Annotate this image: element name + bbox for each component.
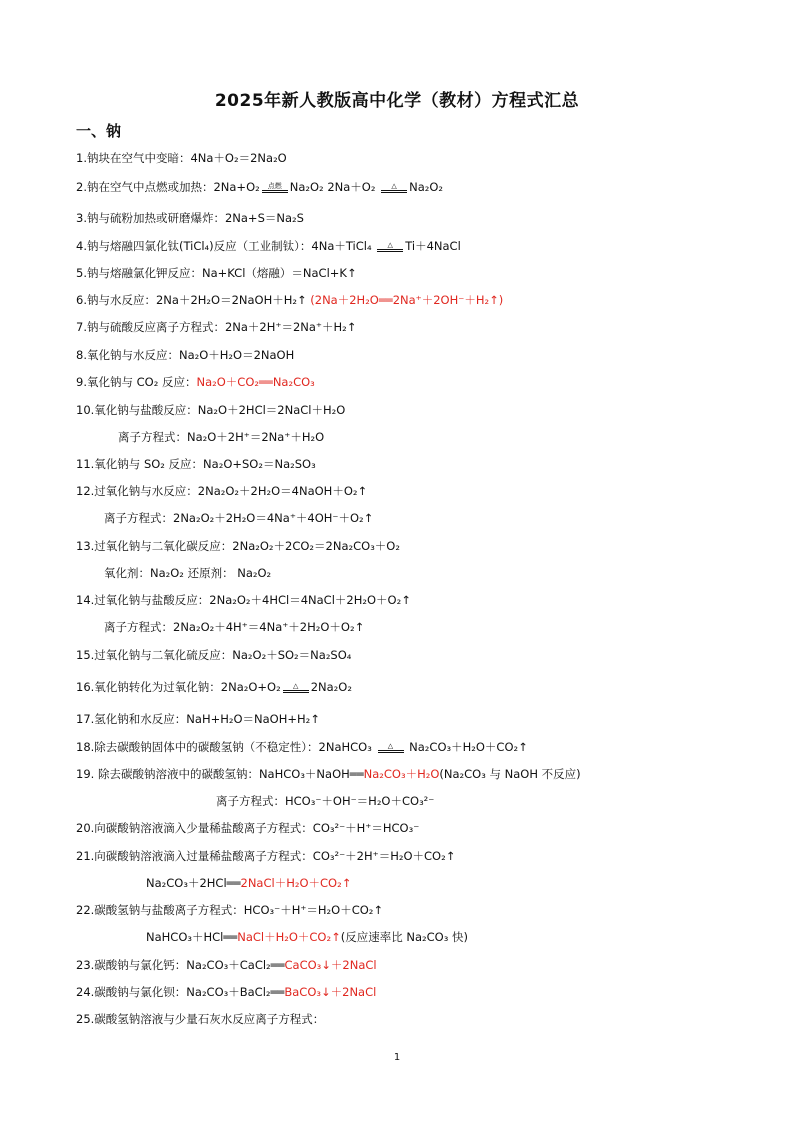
equation-line [104,619,364,635]
equation-line [76,957,377,973]
equation-text: 13.过氧化钠与二氧化碳反应：2Na₂O₂＋2CO₂＝2Na₂CO₃＋O₂ [76,539,400,553]
equation-text: 氧化剂：Na₂O₂ 还原剂： Na₂O₂ [104,566,272,580]
equation-text: (反应速率比 Na₂CO₃ 快) [340,930,468,944]
condition-mark: △ [293,681,299,690]
equation-text-highlight: NaCl＋H₂O＋CO₂↑ [237,930,341,944]
equation-text: 8.氧化钠与水反应：Na₂O＋H₂O＝2NaOH [76,348,295,362]
document-title: 2025年新人教版高中化学（教材）方程式汇总 [214,91,580,111]
equation-text: 12.过氧化钠与水反应：2Na₂O₂＋2H₂O＝4NaOH＋O₂↑ [76,484,368,498]
equation-line [146,875,351,891]
equation-text-highlight: (2Na＋2H₂O══2Na⁺＋2OH⁻＋H₂↑) [310,293,504,307]
page-number: 1 [393,1052,401,1063]
equation-text: 24.碳酸钠与氯化钡：Na₂CO₃＋BaCl₂══ [76,985,285,999]
equation-line [146,929,468,945]
equation-line [118,429,324,445]
equation-line [76,592,411,608]
equation-text: 离子方程式：Na₂O＋2H⁺＝2Na⁺＋H₂O [118,430,325,444]
equation-line [76,319,356,335]
equation-text: 15.过氧化钠与二氧化硫反应：Na₂O₂＋SO₂＝Na₂SO₄ [76,648,352,662]
equation-text: 2Na₂O₂ [310,680,352,694]
equation-text: 1.钠块在空气中变暗：4Na＋O₂＝2Na₂O [76,151,287,165]
equation-line [76,292,503,308]
equation-line [76,766,581,782]
equation-text: 20.向碳酸钠溶液滴入少量稀盐酸离子方程式：CO₃²⁻＋H⁺＝HCO₃⁻ [76,821,420,835]
equation-text: Na₂O₂ [409,180,444,194]
equation-line [76,456,316,472]
equation-line [76,150,287,166]
condition-mark: △ [387,240,393,249]
reaction-condition [375,242,405,252]
equation-text: 18.除去碳酸钠固体中的碳酸氢钠（不稳定性）：2NaHCO₃ [76,740,376,754]
equation-line [76,538,400,554]
reaction-condition [379,183,409,193]
equation-line [76,210,304,226]
equation-text: 5.钠与熔融氯化钾反应：Na+KCl（熔融）＝NaCl+K↑ [76,266,357,280]
equation-text-highlight: Na₂CO₃＋H₂O [363,767,440,781]
equation-text: 离子方程式：2Na₂O₂＋4H⁺＝4Na⁺＋2H₂O＋O₂↑ [104,620,365,634]
equation-text: 离子方程式：2Na₂O₂＋2H₂O＝4Na⁺＋4OH⁻＋O₂↑ [104,511,374,525]
equation-line [76,848,455,864]
reaction-condition [376,743,406,753]
double-equals-sign [381,190,407,193]
equation-text: 19. 除去碳酸钠溶液中的碳酸氢钠：NaHCO₃＋NaOH══ [76,767,364,781]
equation-line [76,265,357,281]
equation-text-highlight: Na₂O＋CO₂══Na₂CO₃ [196,375,315,389]
equation-line [76,711,320,727]
double-equals-sign [378,750,404,753]
equation-line [76,374,315,390]
equation-line [216,793,434,809]
equation-text: 3.钠与硫粉加热或研磨爆炸：2Na+S＝Na₂S [76,211,304,225]
equation-line [76,902,383,918]
equation-line [104,510,373,526]
equation-line [76,647,351,663]
condition-mark: △ [387,741,394,750]
reaction-condition [260,183,290,193]
equation-line [76,238,461,254]
equation-line [104,565,271,581]
equation-line [76,679,352,695]
equation-text: 21.向碳酸钠溶液滴入过量稀盐酸离子方程式：CO₃²⁻＋2H⁺＝H₂O＋CO₂↑ [76,849,456,863]
equation-line [76,179,443,195]
equation-text: 16.氧化钠转化为过氧化钠：2Na₂O+O₂ [76,680,281,694]
condition-mark: 点燃 [267,181,282,190]
double-equals-sign [377,249,403,252]
equation-text: (Na₂CO₃ 与 NaOH 不反应) [439,767,581,781]
equation-text: 7.钠与硫酸反应离子方程式：2Na＋2H⁺＝2Na⁺＋H₂↑ [76,320,357,334]
equation-text: 22.碳酸氢钠与盐酸离子方程式：HCO₃⁻＋H⁺＝H₂O＋CO₂↑ [76,903,384,917]
double-equals-sign [262,190,288,193]
equation-text-highlight: CaCO₃↓＋2NaCl [284,958,377,972]
equation-text: 25.碳酸氢钠溶液与少量石灰水反应离子方程式： [76,1012,325,1026]
equation-text-highlight: 2NaCl＋H₂O＋CO₂↑ [240,876,352,890]
equation-line [76,1011,324,1027]
equation-text: 14.过氧化钠与盐酸反应：2Na₂O₂＋4HCl＝4NaCl＋2H₂O＋O₂↑ [76,593,411,607]
reaction-condition [281,683,311,693]
equation-text: Na₂O₂ 2Na＋O₂ [289,180,380,194]
equation-text: 23.碳酸钠与氯化钙：Na₂CO₃＋CaCl₂══ [76,958,285,972]
equation-text-highlight: BaCO₃↓＋2NaCl [284,985,377,999]
equation-text: 离子方程式：HCO₃⁻＋OH⁻＝H₂O＋CO₃²⁻ [216,794,435,808]
equation-line [76,820,419,836]
equation-line [76,984,376,1000]
condition-mark: △ [391,181,397,190]
equation-text: 11.氧化钠与 SO₂ 反应：Na₂O+SO₂＝Na₂SO₃ [76,457,316,471]
equation-text: 17.氢化钠和水反应：NaH+H₂O＝NaOH+H₂↑ [76,712,320,726]
equation-line [76,483,367,499]
equation-line [76,739,528,755]
equation-text: 6.钠与水反应：2Na＋2H₂O＝2NaOH＋H₂↑ [76,293,311,307]
equation-text: Na₂CO₃＋2HCl══ [146,876,241,890]
equation-text: 10.氧化钠与盐酸反应：Na₂O＋2HCl＝2NaCl＋H₂O [76,403,346,417]
section-heading: 一、钠 [76,122,122,140]
equation-text: 4.钠与熔融四氯化钛(TiCl₄)反应（工业制钛）：4Na＋TiCl₄ [76,239,376,253]
equation-text: 9.氧化钠与 CO₂ 反应： [76,375,197,389]
equation-text: 2.钠在空气中点燃或加热：2Na+O₂ [76,180,260,194]
equation-text: Na₂CO₃＋H₂O＋CO₂↑ [405,740,528,754]
double-equals-sign [283,690,309,693]
equation-text: NaHCO₃＋HCl══ [146,930,238,944]
equation-line [76,347,294,363]
equation-line [76,402,345,418]
equation-text: Ti＋4NaCl [405,239,461,253]
